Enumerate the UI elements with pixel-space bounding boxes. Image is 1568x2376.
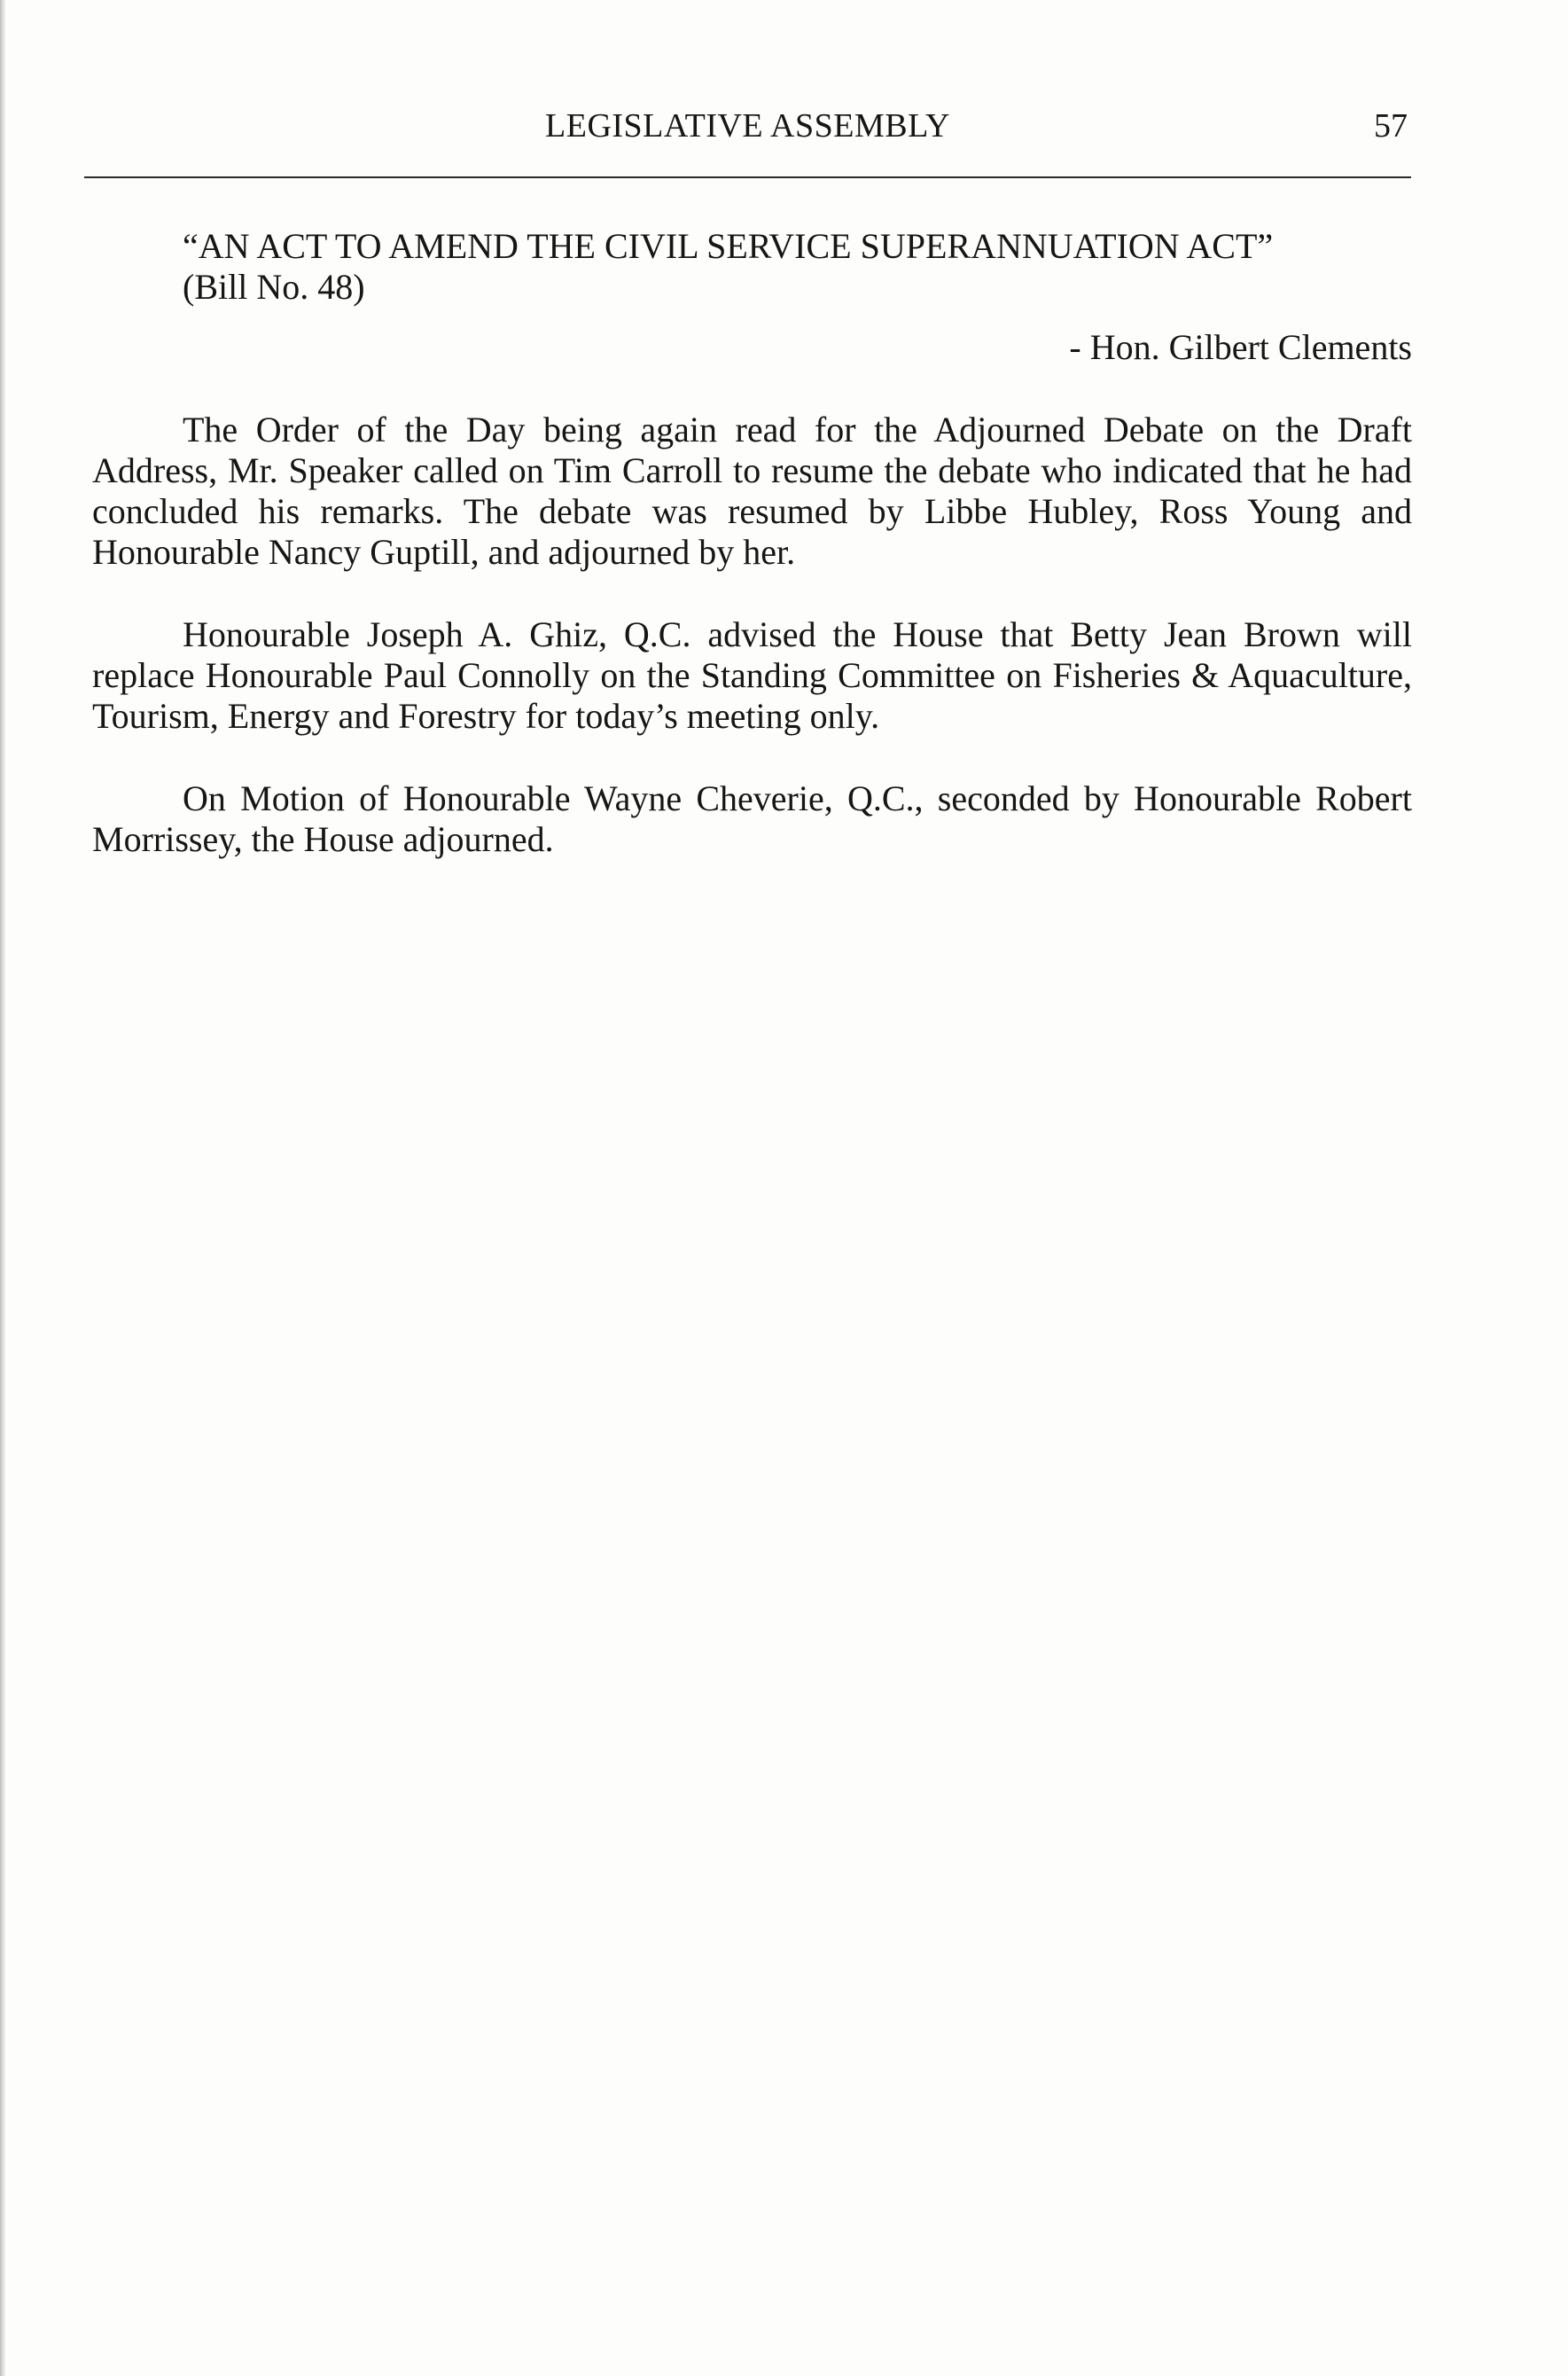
header-rule	[84, 176, 1411, 178]
bill-sponsor: - Hon. Gilbert Clements	[1069, 327, 1412, 367]
bill-title	[183, 226, 1412, 308]
bill-title-line-1: “AN ACT TO AMEND THE CIVIL SERVICE SUPERANNUATION ACT”	[183, 226, 1274, 266]
bill-title-line-2: (Bill No. 48)	[183, 267, 365, 307]
paragraph-adjournment-motion: On Motion of Honourable Wayne Cheverie, Q.C., seconded by Honourable Robert Morrissey, the House adjourned.	[92, 778, 1412, 859]
page-number: 57	[1374, 107, 1408, 145]
scan-edge-shadow	[0, 0, 6, 2376]
paragraph-adjourned-debate: The Order of the Day being again read for the Adjourned Debate on the Draft Address, Mr. Speaker called on Tim Carroll to resume the debate who indicated that he had concluded his remarks. The debate was resumed by Libbe Hubley, Ross Young and Honourable Nancy Guptill, and adjourned by her.	[92, 410, 1412, 572]
running-head: LEGISLATIVE ASSEMBLY	[545, 107, 950, 145]
page-header	[84, 99, 1411, 152]
page-body	[92, 226, 1412, 860]
paragraph-committee-replacement: Honourable Joseph A. Ghiz, Q.C. advised the House that Betty Jean Brown will replace Honourable Paul Connolly on the Standing Committee on Fisheries & Aquaculture, Tourism, Energy and Forestry for today’s meeting only.	[92, 614, 1412, 736]
